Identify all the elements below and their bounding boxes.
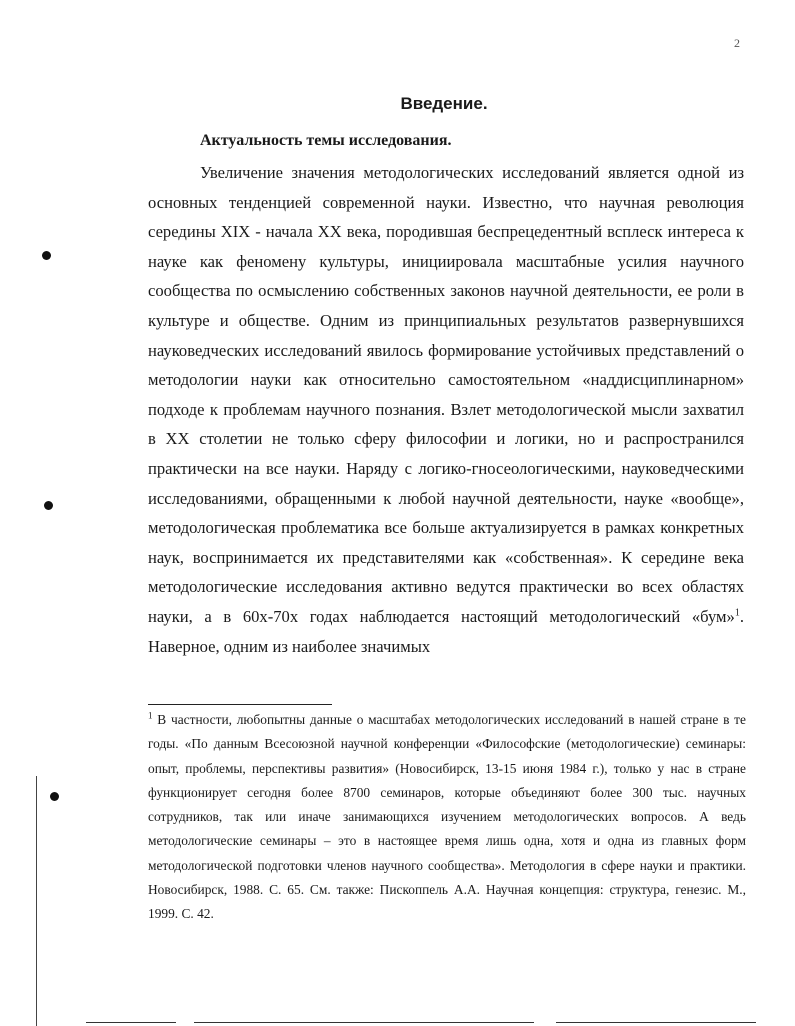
punch-hole-mark <box>42 251 51 260</box>
paragraph-continuation: . Наверное, одним из наиболее значимых <box>148 606 744 656</box>
punch-hole-mark <box>44 501 53 510</box>
footnote <box>148 708 746 927</box>
footnote-marker: 1 <box>148 710 153 721</box>
footnote-reference: 1 <box>734 607 740 619</box>
scan-bottom-edge <box>556 1022 756 1023</box>
paragraph-text: Увеличение значения методологических исследований является одной из основных тенденцией современной науки. Известно, что научная революция середины XIX - начала XX века, породившая беспрецедентный всплеск интереса к науке как феномену культуры, инициировала масштабные усилия научного сообщества по осмыслению собственных законов научной деятельности, ее роли в культуре и обществе. Одним из принципиальных результатов развернувшихся науковедческих исследований явилось формирование устойчивых представлений о методологии науки как относительно самостоятельном «наддисциплинарном» подходе к проблемам научного познания. Взлет методологической мысли захватил в XX столетии не только сферу философии и логики, но и распространился практически на все науки. Наряду с логико-гносеологическими, науковедческими исследованиями, обращенными к любой научной деятельности, науке «вообще», методологическая проблематика все больше актуализируется в рамках конкретных наук, воспринимается их представителями как «собственная». К середине века методологические исследования активно ведутся практически во всех областях науки, а в 60х-70х годах наблюдается настоящий методологический «бум» <box>148 163 744 626</box>
footnote-text: В частности, любопытны данные о масштабах методологических исследований в нашей стране в те годы. «По данным Всесоюзной научной конференции «Философские (методологические) семинары: опыт, проблемы, перспективы развития» (Новосибирск, 13-15 июня 1984 г.), только у нас в стране функционирует сегодня более 8700 семинаров, которые объединяют более 300 тыс. научных сотрудников, так или иначе занимающихся изучением методологических вопросов. А ведь методологические семинары – это в настоящее время лишь одна, хотя и одна из главных форм методологической подготовки членов научного сообщества». Методология в сфере науки и практики. Новосибирск, 1988. С. 65. См. также: Пископпель А.А. Научная концепция: структура, генезис. М., 1999. С. 42. <box>148 712 746 922</box>
punch-hole-mark <box>50 792 59 801</box>
footnote-divider <box>148 704 332 705</box>
scan-edge-line <box>36 776 37 1026</box>
scan-bottom-edge <box>194 1022 534 1023</box>
main-text <box>148 158 744 661</box>
page-number: 2 <box>734 36 740 50</box>
footnote-paragraph <box>148 708 746 927</box>
paragraph <box>148 158 744 661</box>
section-heading: Актуальность темы исследования. <box>200 132 452 149</box>
page-title: Введение. <box>400 94 488 113</box>
scan-bottom-edge <box>86 1022 176 1023</box>
